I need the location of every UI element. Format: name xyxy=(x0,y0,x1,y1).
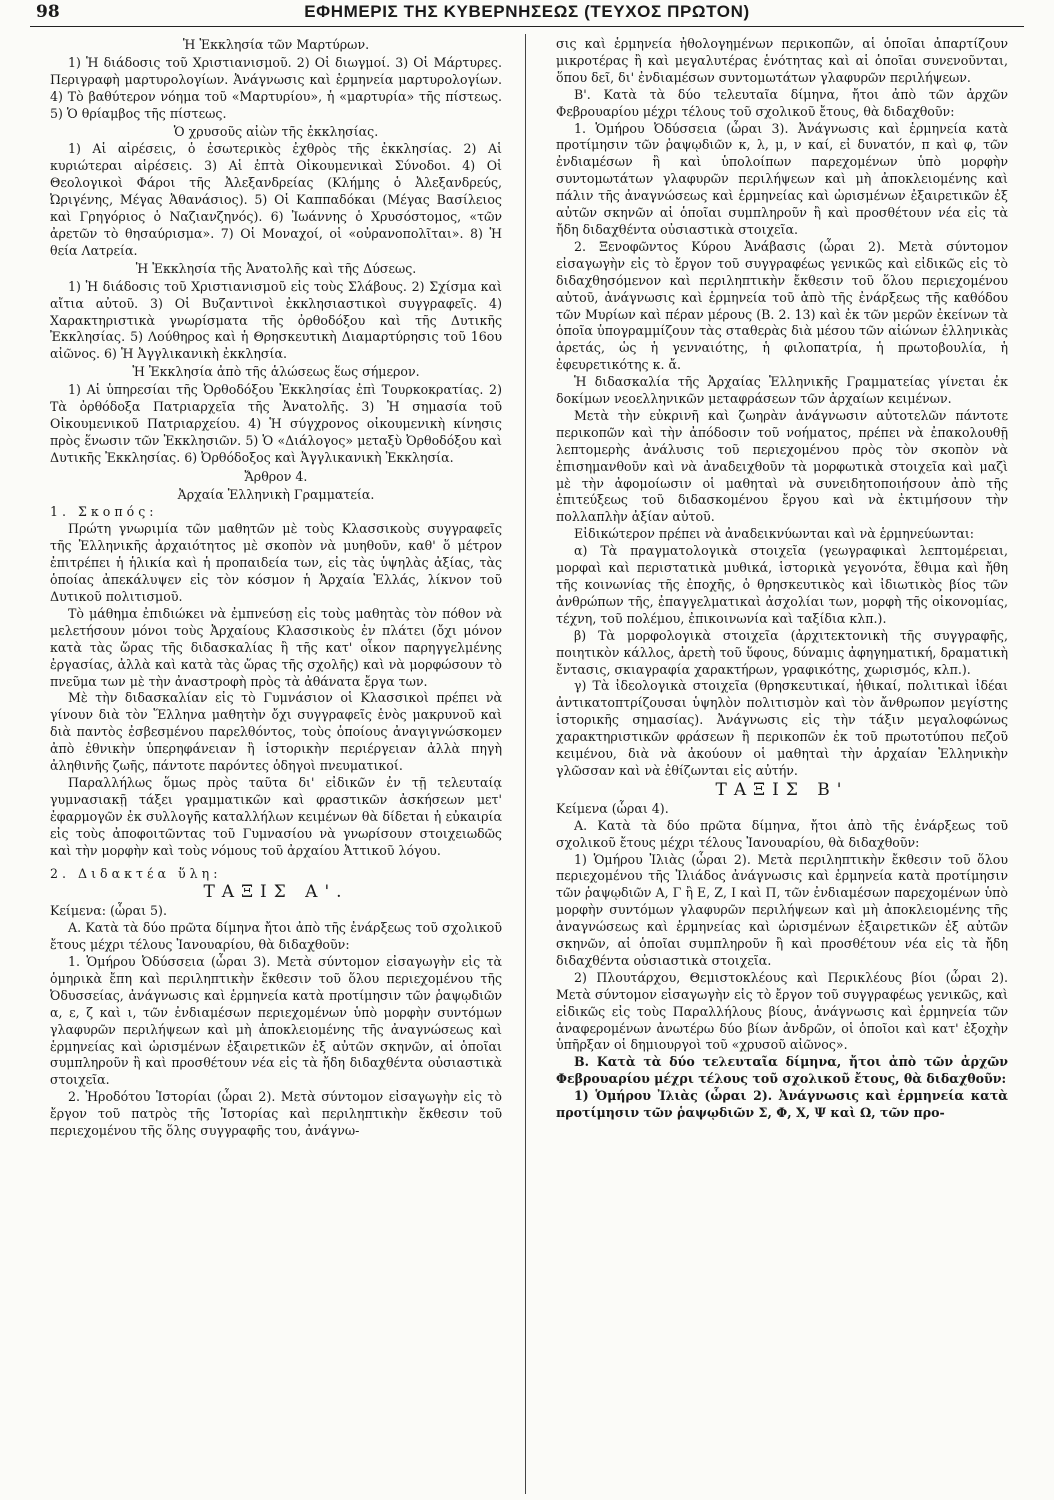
article-number: Ἄρθρον 4. xyxy=(244,468,308,484)
paragraph: 1) Ἡ διάδοσις τοῦ Χριστιανισμοῦ. 2) Οἱ διωγμοί. 3) Οἱ Μάρτυρες. Περιγραφὴ μαρτυρολογίων. Ἀνάγνωσις καὶ ἑρμηνεία μαρτυρολογίων. 4) Τὸ βαθύτερον νόημα τοῦ «Μαρτυρίου», ἡ «μαρτυρία» τῆς πίστεως. 5) Ὁ θρίαμβος τῆς πίστεως. xyxy=(50,54,502,121)
page-header xyxy=(30,0,1024,27)
paragraph: Κείμενα: (ὧραι 5). xyxy=(50,903,167,919)
paragraph: Παραλλήλως ὅμως πρὸς ταῦτα δι' εἰδικῶν ἐν τῇ τελευταίᾳ γυμνασιακῇ τάξει γραμματικῶν καὶ φραστικῶν ἀσκήσεων μετ' ἐφαρμογῶν ἐκ συλλογῆς καταλλήλων κειμένων θὰ δίδεται ἡ εὐκαιρία εἰς τοὺς ἀποφοιτῶντας τοῦ Γυμνασίου νὰ γνωρίσουν στοιχειωδῶς καὶ τὴν μορφὴν καὶ τοὺς νόμους τοῦ ἀρχαίου Ἀττικοῦ λόγου. xyxy=(50,774,502,858)
paragraph: 1) Αἱ αἱρέσεις, ὁ ἐσωτερικὸς ἐχθρὸς τῆς ἐκκλησίας. 2) Αἱ κυριώτεραι αἱρέσεις. 3) Αἱ ἑπτὰ Οἰκουμενικαὶ Σύνοδοι. 4) Οἱ Θεολογικοὶ Φάροι τῆς Ἀλεξανδρείας (Κλήμης ὁ Ἀλεξανδρεύς, Ὠριγένης, Μέγας Ἀθανάσιος). 5) Οἱ Καππαδόκαι (Μέγας Βασίλειος καὶ Γρηγόριος ὁ Ναζιανζηνός). 6) Ἰωάννης ὁ Χρυσόστομος, «τῶν ἀρετῶν τὸ θησαύρισμα». 7) Οἱ Μοναχοί, οἱ «οὐρανοπολῖται». 8) Ἡ θεία Λατρεία. xyxy=(50,141,502,258)
gazette-title: ΕΦΗΜΕΡΙΣ ΤΗΣ ΚΥΒΕΡΝΗΣΕΩΣ (ΤΕΥΧΟΣ ΠΡΩΤΟΝ) xyxy=(304,2,750,21)
right-column xyxy=(556,36,1008,1492)
paragraph: Πρώτη γνωριμία τῶν μαθητῶν μὲ τοὺς Κλασσικοὺς συγγραφεῖς τῆς Ἑλληνικῆς ἀρχαιότητος μὲ σκοπὸν νὰ μυηθοῦν, καθ' ὅ μέτρον ἐπιτρέπει ἡ ἡλικία καὶ ἡ προπαιδεία των, εἰς τὰς ὑψηλὰς ἀξίας, τὰς ὁποίας ἀπεκάλυψεν εἰς τὸν κόσμον ἡ Ἀρχαία Ἑλλάς, λίκνον τοῦ Δυτικοῦ πολιτισμοῦ. xyxy=(50,521,502,604)
paragraph: σις καὶ ἑρμηνεία ἠθολογημένων περικοπῶν, αἱ ὁποῖαι ἀπαρτίζουν μικροτέρας ἢ καὶ μεγαλυτέρας ἑνότητας καὶ αἱ ὁποῖαι συνενοῦνται, ὅπου δεῖ, δι' ἐνδιαμέσων συντομωτάτων γλαφυρῶν περιλήψεων. xyxy=(556,36,1008,85)
paragraph: 2) Πλουτάρχου, Θεμιστοκλέους καὶ Περικλέους βίοι (ὧραι 2). Μετὰ σύντομον εἰσαγωγὴν εἰς τὸ ἔργον τοῦ συγγραφέως γενικῶς, καὶ εἰδικῶς εἰς τοὺς Παραλλήλους βίους, ἀνάγνωσις καὶ ἑρμηνεία τῶν ἀναφερομένων ἀνωτέρω δύο βίων ἀνδρῶν, οἱ ὁποῖοι καὶ κατ' ἐξοχὴν ὑπῆρξαν οἱ δημιουργοὶ τοῦ «χρυσοῦ αἰῶνος». xyxy=(556,969,1008,1053)
paragraph: Β. Κατὰ τὰ δύο τελευταῖα δίμηνα, ἤτοι ἀπὸ τῶν ἀρχῶν Φεβρουαρίου μέχρι τέλους τοῦ σχολικοῦ ἔτους, θὰ διδαχθοῦν: xyxy=(556,1054,1008,1087)
subheading: Ἡ Ἐκκλησία ἀπὸ τῆς ἁλώσεως ἕως σήμερον. xyxy=(132,364,420,380)
paragraph: 1) Ὁμήρου Ἰλιὰς (ὧραι 2). Μετὰ περιληπτικὴν ἔκθεσιν τοῦ ὅλου περιεχομένου τῆς Ἰλιάδος ἀνάγνωσις καὶ ἑρμηνεία κατὰ προτίμησιν τῶν ῥαψῳδιῶν Α, Γ ἢ Ε, Ζ, Ι καὶ Π, τῶν ἐνδιαμέσων παρεχομένων ὑπὸ μορφὴν συντόμων γλαφυρῶν περιλήψεων καὶ μὴ ἀποκλειομένης τῆς ἀναγνώσεως καὶ ἑρμηνείας καὶ ὡρισμένων ἐξαιρετικῶν ἐξ αὐτῶν σκηνῶν, αἱ ὁποῖαι συμπληροῦν ἢ καὶ προσθέτουν νέα εἰς τὰ ἤδη διδαχθέντα οὐσιαστικὰ στοιχεῖα. xyxy=(556,851,1008,968)
paragraph: 1) Ἡ διάδοσις τοῦ Χριστιανισμοῦ εἰς τοὺς Σλάβους. 2) Σχίσμα καὶ αἴτια αὐτοῦ. 3) Οἱ Βυζαντινοὶ ἐκκλησιαστικοὶ συγγραφεῖς. 4) Χαρακτηριστικὰ γνωρίσματα τῆς ὀρθοδόξου καὶ τῆς Δυτικῆς Ἐκκλησίας. 5) Λούθηρος καὶ ἡ Θρησκευτικὴ Διαμαρτύρησις τοῦ 16ου αἰῶνος. 6) Ἡ Ἀγγλικανικὴ ἐκκλησία. xyxy=(50,278,502,362)
paragraph: Α. Κατὰ τὰ δύο πρῶτα δίμηνα ἤτοι ἀπὸ τῆς ἐνάρξεως τοῦ σχολικοῦ ἔτους μέχρι τέλους Ἰανουαρίου, θὰ διδαχθοῦν: xyxy=(50,920,502,953)
section-heading: 1. Σκοπός: xyxy=(50,504,158,520)
paragraph: Μὲ τὴν διδασκαλίαν εἰς τὸ Γυμνάσιον οἱ Κλασσικοὶ πρέπει νὰ γίνουν διὰ τὸν Ἕλληνα μαθητὴν ὄχι συγγραφεῖς ἑνὸς μακρυνοῦ καὶ διὰ παντὸς ἐσβεσμένου παρελθόντος, τοὺς ὁποίους ἀναγιγνώσκομεν ἀπὸ ἐθνικὴν ὑπερηφάνειαν ἢ ἱστορικὴν περιέργειαν ἀλλὰ πηγὴ ἀληθινῆς ζωῆς, πάντοτε παρόντες ὁδηγοὶ πνευματικοί. xyxy=(50,690,502,774)
paragraph: 1) Ὁμήρου Ἰλιὰς (ὧραι 2). Ἀνάγνωσις καὶ ἑρμηνεία κατὰ προτίμησιν τῶν ῥαψῳδιῶν Σ, Φ, Χ, Ψ καὶ Ω, τῶν προ- xyxy=(556,1088,1008,1121)
paragraph: Α. Κατὰ τὰ δύο πρῶτα δίμηνα, ἤτοι ἀπὸ τῆς ἐνάρξεως τοῦ σχολικοῦ ἔτους μέχρι τέλους Ἰανουαρίου, θὰ διδαχθοῦν: xyxy=(556,817,1008,850)
paragraph: γ) Τὰ ἰδεολογικὰ στοιχεῖα (θρησκευτικαί, ἠθικαί, πολιτικαὶ ἰδέαι ἀντικατοπτρίζουσαι ὑψηλὸν πολιτισμὸν καὶ τὸν ἄνθρωπον μεγίστης ἱστορικῆς σημασίας). Ἀνάγνωσις εἰς τὴν τάξιν μεγαλοφώνως χαρακτηριστικῶν φράσεων ἢ περικοπῶν ἐκ τοῦ πρωτοτύπου πεζοῦ κειμένου, διὰ νὰ ἀκούουν οἱ μαθηταὶ τὴν ἀρχαίαν Ἑλληνικὴν γλῶσσαν καὶ νὰ ἐθίζωνται εἰς αὐτήν. xyxy=(556,678,1008,778)
paragraph: Β'. Κατὰ τὰ δύο τελευταῖα δίμηνα, ἤτοι ἀπὸ τῶν ἀρχῶν Φεβρουαρίου μέχρι τέλους τοῦ σχολικοῦ ἔτους, θὰ διδαχθοῦν: xyxy=(556,86,1008,119)
class-heading: ΤΑΞΙΣ Α'. xyxy=(203,882,349,903)
left-column xyxy=(50,36,502,1492)
class-heading: ΤΑΞΙΣ Β' xyxy=(715,779,849,800)
paragraph: Κείμενα (ὧραι 4). xyxy=(556,800,669,816)
paragraph: Εἰδικώτερον πρέπει νὰ ἀναδεικνύωνται καὶ νὰ ἑρμηνεύωνται: xyxy=(574,526,975,542)
article-title: Ἀρχαία Ἑλληνικὴ Γραμματεία. xyxy=(177,486,375,502)
paragraph: 1) Αἱ ὑπηρεσίαι τῆς Ὀρθοδόξου Ἐκκλησίας ἐπὶ Τουρκοκρατίας. 2) Τὰ ὀρθόδοξα Πατριαρχεῖα τῆς Ἀνατολῆς. 3) Ἡ σημασία τοῦ Οἰκουμενικοῦ Πατριαρχείου. 4) Ἡ σύγχρονος οἰκουμενικὴ κίνησις πρὸς ἕνωσιν τῶν Ἐκκλησιῶν. 5) Ὁ «Διάλογος» μεταξὺ Ὀρθοδόξου καὶ Δυτικῆς Ἐκκλησίας. 6) Ὀρθόδοξος καὶ Ἀγγλικανικὴ Ἐκκλησία. xyxy=(50,382,502,465)
subheading: Ἡ Ἐκκλησία τῶν Μαρτύρων. xyxy=(182,37,370,52)
paragraph: Τὸ μάθημα ἐπιδιώκει νὰ ἐμπνεύσῃ εἰς τοὺς μαθητὰς τὸν πόθον νὰ μελετήσουν μόνοι τοὺς Ἀρχαίους Κλασσικοὺς ἐν πλάτει (ὄχι μόνον κατὰ τὰς ὥρας τῆς διδασκαλίας ἢ τῆς κατ' οἶκον παρηγγελμένης ἐργασίας, ἀλλὰ καὶ κατὰ τὰς ὥρας τῆς σχολῆς) καὶ νὰ μορφώσουν τὸ πνεῦμα των μὲ τὴν ἀναστροφὴ πρὸς τὰ ἀθάνατα ἔργα των. xyxy=(50,605,502,689)
page-number: 98 xyxy=(36,2,60,22)
paragraph: 2. Ξενοφῶντος Κύρου Ἀνάβασις (ὧραι 2). Μετὰ σύντομον εἰσαγωγὴν εἰς τὸ ἔργον τοῦ συγγραφέως γενικῶς καὶ εἰδικῶς εἰς τὸ διδαχθησόμενον καὶ περιληπτικὴν ἔκθεσιν τοῦ ὅλου περιεχομένου αὐτοῦ, ἀνάγνωσις καὶ ἑρμηνεία τοῦ ἀπὸ τῆς ἐνάρξεως τῆς καθόδου τῶν Μυρίων καὶ πέραν μέρους (Β. 2. 13) καὶ ἐκ τῶν μερῶν ἐκείνων τὰ ὁποῖα ὑπογραμμίζουν τὰς σταθερὰς διὰ μέσου τῶν αἰώνων ἑλληνικὰς ἀρετάς, ὡς ἡ γενναιότης, ἡ φιλοπατρία, ἡ πρωτοβουλία, ἡ ἐφευρετικότης κ. ἄ. xyxy=(556,238,1008,373)
column-divider xyxy=(525,34,526,1494)
paragraph: Μετὰ τὴν εὐκρινῆ καὶ ζωηρὰν ἀνάγνωσιν αὐτοτελῶν πάντοτε περικοπῶν καὶ τὴν ἀπόδοσιν τοῦ νοήματος, πρέπει νὰ ἐπακολουθῇ λεπτομερὴς ἀνάλυσις τοῦ περιεχομένου πρὸς τὸν σκοπὸν νὰ ἐπισημανθοῦν καὶ νὰ ἀναδειχθοῦν τὰ μορφωτικὰ στοιχεῖα καὶ μαζὶ μὲ τὴν ἀφομοίωσιν οἱ μαθηταὶ νὰ συνειδητοποιήσουν ἀπὸ τῆς ἐπιτεύξεως τοῦ διδασκομένου ἔργου καὶ νὰ ἐκτιμήσουν τὴν πολλαπλὴν ἀξίαν αὐτοῦ. xyxy=(556,407,1008,525)
paragraph: 2. Ἡροδότου Ἱστορίαι (ὧραι 2). Μετὰ σύντομον εἰσαγωγὴν εἰς τὸ ἔργον τοῦ πατρὸς τῆς Ἱστορίας καὶ περιληπτικὴν ἔκθεσιν τοῦ περιεχομένου τῆς ὅλης συγγραφῆς του, ἀνάγνω- xyxy=(50,1089,502,1139)
paragraph: Ἡ διδασκαλία τῆς Ἀρχαίας Ἑλληνικῆς Γραμματείας γίνεται ἐκ δοκίμων νεοελληνικῶν μεταφράσεων τῶν ἀρχαίων κειμένων. xyxy=(556,374,1008,407)
paragraph: 1. Ὁμήρου Ὀδύσσεια (ὧραι 3). Μετὰ σύντομον εἰσαγωγὴν εἰς τὰ ὁμηρικὰ ἔπη καὶ περιληπτικὴν ἔκθεσιν τοῦ ὅλου περιεχομένου τῆς Ὀδυσσείας, ἀνάγνωσις καὶ ἑρμηνεία κατὰ προτίμησιν τῶν ῥαψῳδιῶν α, ε, ζ καὶ ι, τῶν ἐνδιαμέσων περιεχομένων ὑπὸ μορφὴν συντόμων γλαφυρῶν περιλήψεων καὶ μὴ ἀποκλειομένης τῆς ἀναγνώσεως καὶ ἑρμηνείας καὶ ὡρισμένων ἐξαιρετικῶν ἐξ αὐτῶν σκηνῶν, αἱ ὁποῖαι συμπληροῦν ἢ καὶ προσθέτουν νέα εἰς τὰ ἤδη διδαχθέντα οὐσιαστικὰ στοιχεῖα. xyxy=(50,954,502,1088)
paragraph: 1. Ὁμήρου Ὀδύσσεια (ὧραι 3). Ἀνάγνωσις καὶ ἑρμηνεία κατὰ προτίμησιν τῶν ῥαψῳδιῶν κ, λ, μ, ν καί, εἰ δυνατόν, π καὶ φ, τῶν ἐνδιαμέσων ἢ καὶ ὑπολοίπων παρεχομένων ὑπὸ μορφὴν συντομωτάτων γλαφυρῶν περιλήψεων καὶ μὴ ἀποκλειομένης καὶ πάλιν τῆς ἀναγνώσεως καὶ ἑρμηνείας καὶ ὡρισμένων ἐξαιρετικῶν ἐξ αὐτῶν σκηνῶν αἱ ὁποῖαι συμπληροῦν ἢ καὶ προσθέτουν νέα εἰς τὰ ἤδη διδαχθέντα οὐσιαστικὰ στοιχεῖα. xyxy=(556,120,1008,237)
paragraph: α) Τὰ πραγματολογικὰ στοιχεῖα (γεωγραφικαὶ λεπτομέρειαι, μορφαὶ καὶ περιστατικὰ μυθικά, ἱστορικὰ γεγονότα, ἔθιμα καὶ ἤθη τῆς κοινωνίας τῆς ἐποχῆς, ὁ θρησκευτικὸς καὶ ἰδιωτικὸς βίος τῶν ἀνθρώπων τῆς, ἐπαγγελματικαὶ ἀσχολίαι των, μορφὴ τῆς οἰκονομίας, τέχνη, τοῦ πολέμου, ἐπικοινωνία καὶ ταξίδια κλπ.). xyxy=(556,543,1008,626)
section-heading: 2. Διδακτέα ὕλη: xyxy=(50,865,222,881)
subheading: Ὁ χρυσοῦς αἰὼν τῆς ἐκκλησίας. xyxy=(173,123,379,139)
paragraph: β) Τὰ μορφολογικὰ στοιχεῖα (ἀρχιτεκτονικὴ τῆς συγγραφῆς, ποιητικὸν κάλλος, ἀρετὴ τοῦ ὕφους, δύναμις ἀφηγηματική, δραματικὴ ἔντασις, σκιαγραφία χαρακτήρων, γραφικότης, χωρισμός, κλπ.). xyxy=(556,627,1008,677)
subheading: Ἡ Ἐκκλησία τῆς Ἀνατολῆς καὶ τῆς Δύσεως. xyxy=(135,260,417,276)
